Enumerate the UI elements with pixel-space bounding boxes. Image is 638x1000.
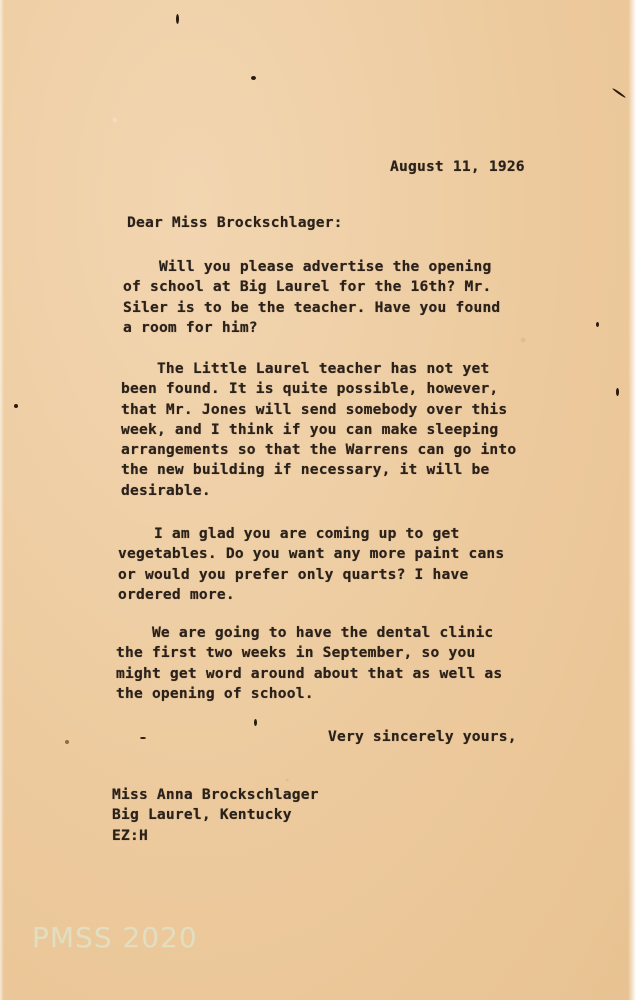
- paper-speck: [254, 719, 257, 726]
- letter-salutation: Dear Miss Brockschlager:: [127, 214, 343, 231]
- letter-closing: Very sincerely yours,: [328, 728, 517, 745]
- paper-speck: [14, 404, 18, 408]
- paper-speck: [616, 388, 619, 396]
- paper-speck: [596, 322, 599, 327]
- paper-speck: [176, 14, 179, 24]
- paper-speck: [612, 88, 626, 99]
- archive-watermark: PMSS 2020: [32, 921, 198, 954]
- letter-paragraph: We are going to have the dental clinic the first two weeks in September, so you might get word around about that as well as the opening of school.: [116, 624, 503, 702]
- paper-speck: [140, 737, 146, 739]
- letter-paragraph: The Little Laurel teacher has not yet been found. It is quite possible, however, that Mr. Jones will send somebody over this week, and I think if you can make sleeping arrangements so that the Warrens can go into the new building if necessary, it will be desirable.: [121, 360, 517, 499]
- paper-left-edge: [0, 0, 4, 1000]
- paper-right-edge: [628, 0, 638, 1000]
- letter-paragraph: I am glad you are coming up to get vegetables. Do you want any more paint cans or would you prefer only quarts? I have ordered more.: [118, 525, 505, 603]
- letter-date: August 11, 1926: [390, 158, 525, 175]
- recipient-address: Miss Anna Brockschlager Big Laurel, Kentucky EZ:H: [112, 786, 319, 844]
- letter-paragraph: Will you please advertise the opening of school at Big Laurel for the 16th? Mr. Siler is to be the teacher. Have you found a room for him?: [123, 258, 501, 336]
- paper-speck: [251, 76, 256, 80]
- paper-speck: [65, 740, 69, 744]
